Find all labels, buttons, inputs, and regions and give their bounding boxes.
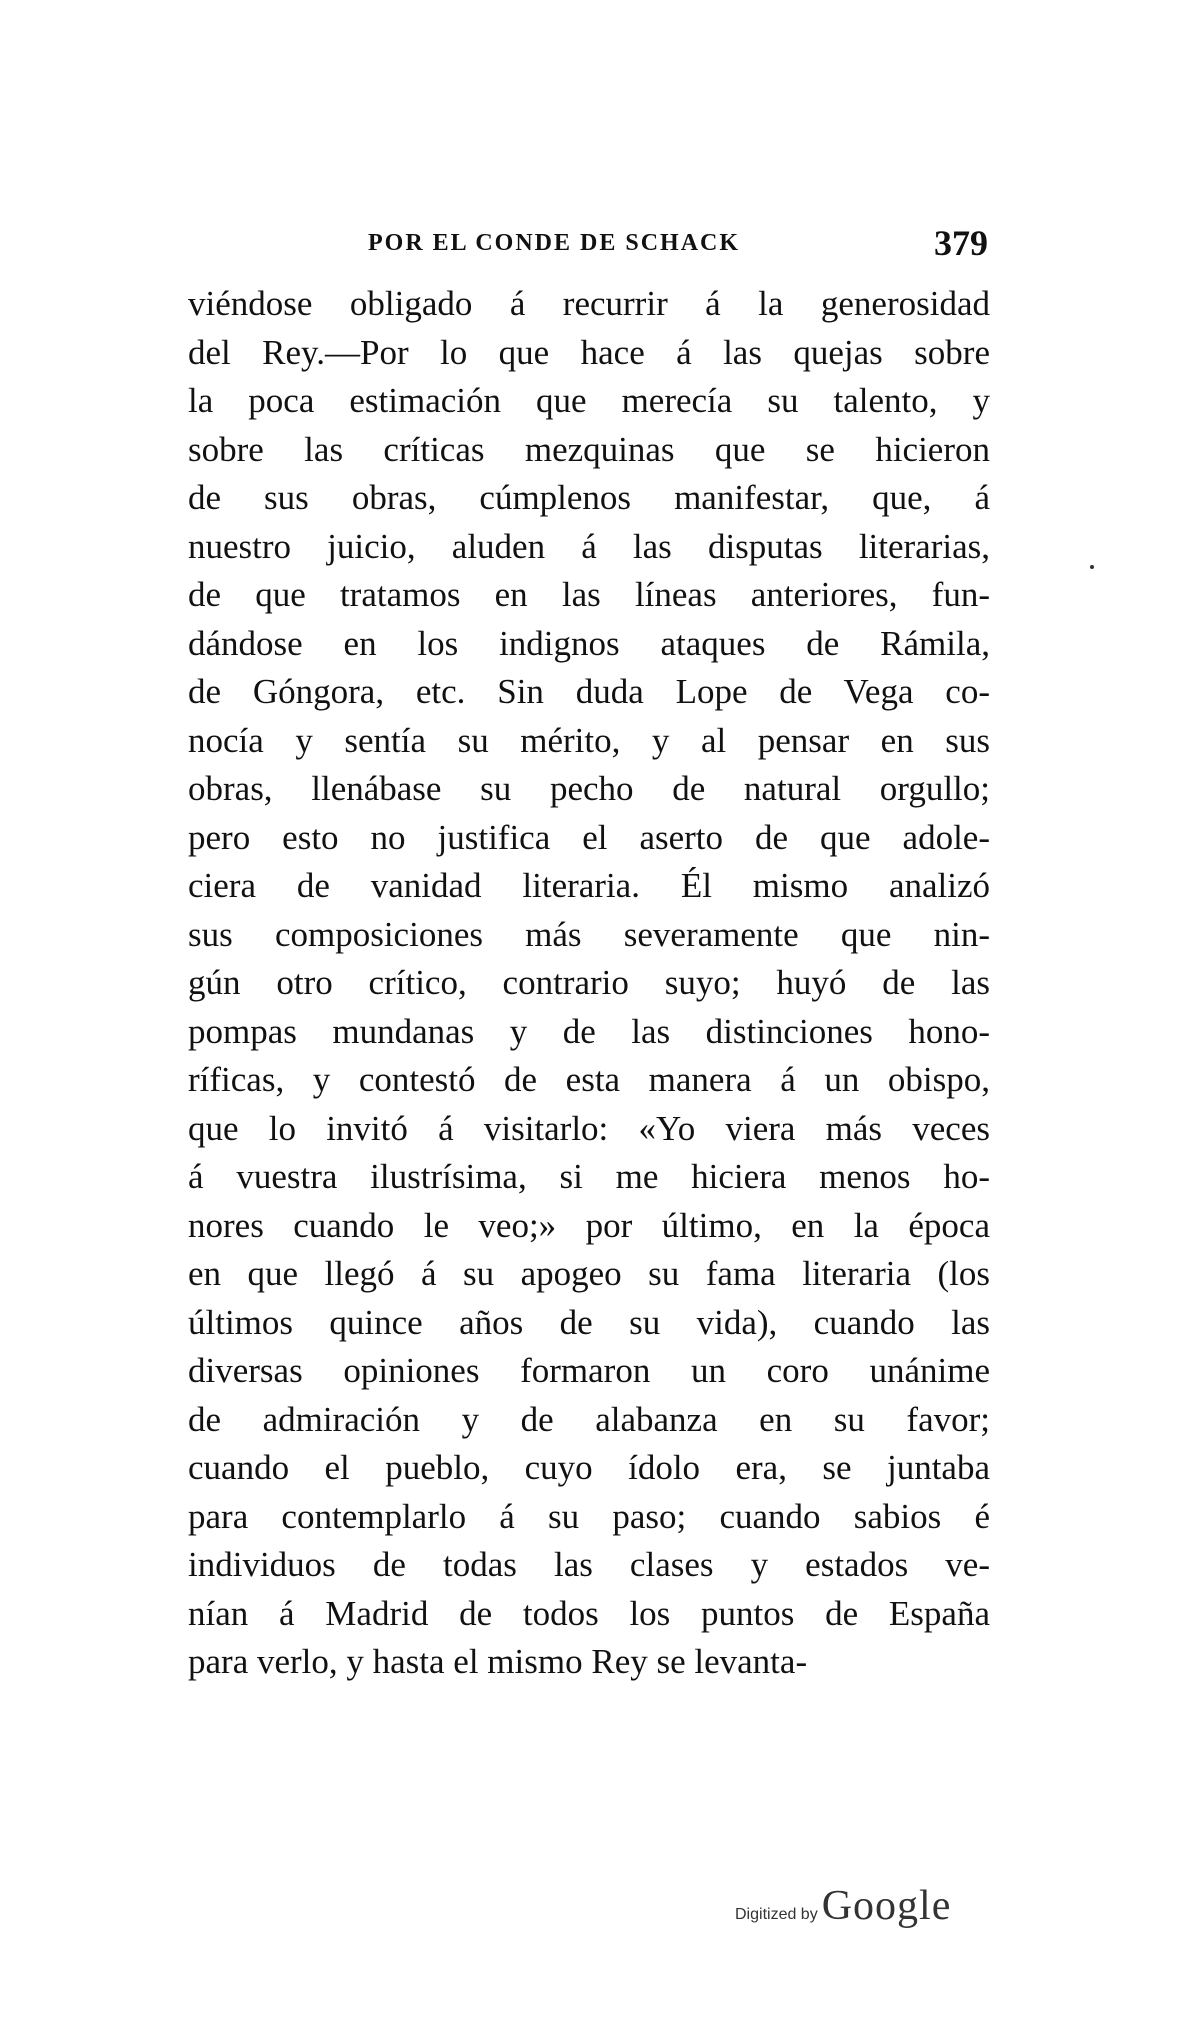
text-line: sobre las críticas mezquinas que se hicieron [188, 429, 990, 469]
text-line: de Góngora, etc. Sin duda Lope de Vega co- [188, 672, 990, 711]
text-line: gún otro crítico, contrario suyo; huyó de las [188, 963, 990, 1002]
text-line: ríficas, y contestó de esta manera á un obispo, [188, 1060, 990, 1099]
digitization-watermark [735, 1882, 951, 1932]
body-text [188, 280, 990, 1687]
text-line: viéndose obligado á recurrir á la generosidad [188, 284, 990, 323]
text-line: que lo invitó á visitarlo: «Yo viera más veces [188, 1108, 990, 1148]
text-line: nocía y sentía su mérito, y al pensar en sus [188, 720, 990, 760]
text-line: ciera de vanidad literaria. Él mismo analizó [188, 866, 990, 905]
text-line: de que tratamos en las líneas anteriores, fun- [188, 575, 990, 614]
watermark-prefix: Digitized by [735, 1906, 818, 1923]
running-head: POR EL CONDE DE SCHACK [368, 230, 741, 256]
text-line: cuando el pueblo, cuyo ídolo era, se juntaba [188, 1448, 990, 1487]
text-line: á vuestra ilustrísima, si me hiciera menos ho- [188, 1157, 990, 1196]
text-line: individuos de todas las clases y estados ve- [188, 1545, 990, 1584]
text-line: nuestro juicio, aluden á las disputas literarias, [188, 526, 990, 566]
text-line: la poca estimación que merecía su talento, y [188, 381, 990, 420]
text-line: en que llegó á su apogeo su fama literaria (los [188, 1254, 990, 1293]
ink-speck [1090, 565, 1094, 569]
text-line: de sus obras, cúmplenos manifestar, que, á [188, 478, 990, 517]
text-line: nores cuando le veo;» por último, en la época [188, 1205, 990, 1245]
text-line: sus composiciones más severamente que nin- [188, 914, 990, 954]
text-line: de admiración y de alabanza en su favor; [188, 1399, 990, 1439]
watermark-brand: Google [821, 1883, 952, 1929]
text-line: últimos quince años de su vida), cuando las [188, 1302, 990, 1342]
text-line: pero esto no justifica el aserto de que adole- [188, 817, 990, 857]
text-line: diversas opiniones formaron un coro unánime [188, 1351, 990, 1390]
text-line: pompas mundanas y de las distinciones hono- [188, 1011, 990, 1051]
text-line: para contemplarlo á su paso; cuando sabios é [188, 1496, 990, 1536]
text-line: para verlo, y hasta el mismo Rey se levanta- [188, 1642, 808, 1681]
text-line: dándose en los indignos ataques de Rámila, [188, 623, 990, 663]
text-line: nían á Madrid de todos los puntos de España [188, 1593, 990, 1633]
page-header [188, 222, 988, 272]
page-number: 379 [934, 223, 988, 263]
text-line: del Rey.—Por lo que hace á las quejas sobre [188, 332, 990, 372]
text-line: obras, llenábase su pecho de natural orgullo; [188, 769, 990, 808]
